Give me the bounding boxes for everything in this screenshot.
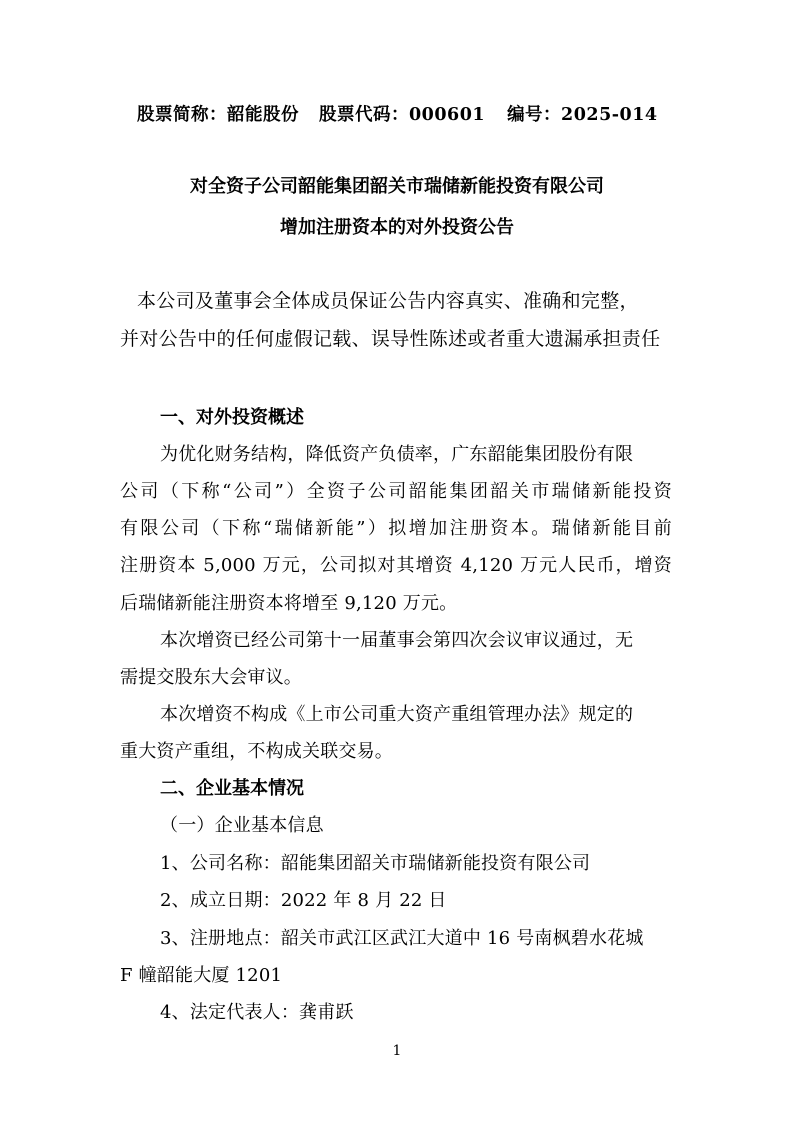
info-item: F 幢韶能大厦 1201 — [120, 965, 283, 986]
paragraph-line: 本次增资不构成《上市公司重大资产重组管理办法》规定的 — [160, 704, 634, 725]
sub-heading: （一）企业基本信息 — [160, 815, 324, 836]
info-item: 4、法定代表人：龚甫跃 — [160, 1002, 354, 1023]
stock-name: 股票简称：韶能股份 — [137, 105, 299, 125]
stock-header — [137, 101, 658, 126]
stock-code: 股票代码：000601 — [319, 105, 486, 125]
section-heading-1: 一、对外投资概述 — [160, 407, 304, 428]
page-number: 1 — [392, 1043, 402, 1059]
info-item: 1、公司名称：韶能集团韶关市瑞储新能投资有限公司 — [160, 853, 591, 874]
paragraph-line: 重大资产重组，不构成关联交易。 — [120, 741, 393, 762]
announcement-number: 编号：2025-014 — [507, 105, 658, 125]
section-heading-2: 二、企业基本情况 — [160, 778, 304, 799]
document-title-line1: 对全资子公司韶能集团韶关市瑞储新能投资有限公司 — [190, 176, 604, 197]
paragraph-line: 注册资本 5,000 万元，公司拟对其增资 4,120 万元人民币，增资 — [120, 555, 672, 576]
info-item: 2、成立日期：2022 年 8 月 22 日 — [160, 890, 447, 911]
paragraph-line: 公司（下称“公司”）全资子公司韶能集团韶关市瑞储新能投资 — [120, 481, 672, 502]
declaration-line1: 本公司及董事会全体成员保证公告内容真实、准确和完整， — [137, 290, 639, 312]
paragraph-line: 需提交股东大会审议。 — [120, 667, 302, 688]
document-title-line2: 增加注册资本的对外投资公告 — [280, 217, 514, 238]
paragraph-line: 后瑞储新能注册资本将增至 9,120 万元。 — [120, 593, 458, 614]
paragraph-line: 有限公司（下称“瑞储新能”）拟增加注册资本。瑞储新能目前 — [120, 518, 672, 539]
paragraph-line: 为优化财务结构，降低资产负债率，广东韶能集团股份有限 — [160, 444, 634, 465]
declaration-line2: 并对公告中的任何虚假记载、误导性陈述或者重大遗漏承担责任 — [120, 328, 661, 350]
info-item: 3、注册地点：韶关市武江区武江大道中 16 号南枫碧水花城 — [160, 928, 644, 949]
paragraph-line: 本次增资已经公司第十一届董事会第四次会议审议通过，无 — [160, 630, 634, 651]
